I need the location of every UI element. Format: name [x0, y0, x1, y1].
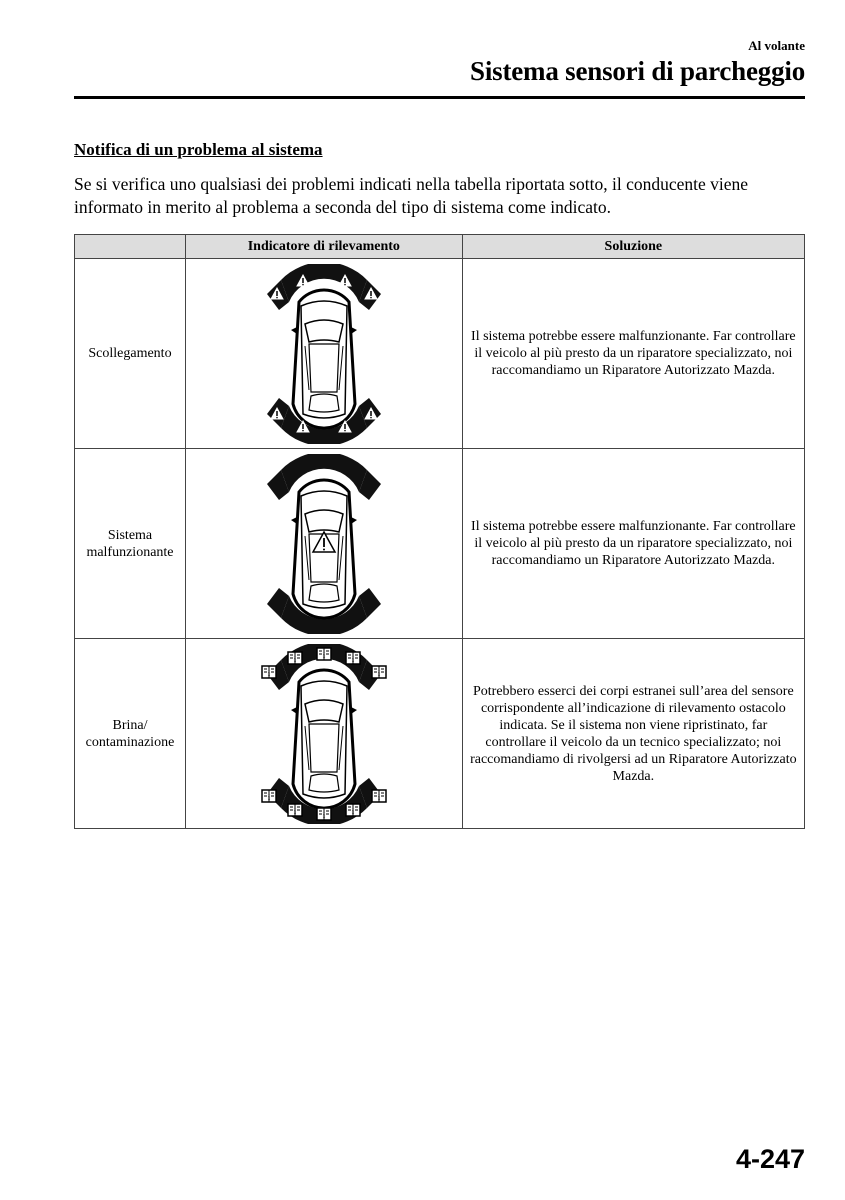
- solution-cell: Il sistema potrebbe essere malfunzionante. Far controllare il veicolo al più presto da un riparatore specializzato, noi raccomandiamo un Riparatore Autorizzato Mazda.: [462, 449, 804, 639]
- title-divider: [74, 96, 805, 99]
- condition-cell: Brina/ contaminazione: [75, 639, 186, 829]
- table-header-cell: Soluzione: [462, 235, 804, 259]
- indicator-cell: [185, 639, 462, 829]
- subheading: Notifica di un problema al sistema: [74, 140, 323, 159]
- table-row: [75, 449, 805, 639]
- section-label: Al volante: [748, 38, 805, 53]
- condition-cell: Scollegamento: [75, 259, 186, 449]
- table-header-cell: [75, 235, 186, 259]
- table-row: [75, 259, 805, 449]
- problem-table: [74, 234, 805, 829]
- car-sensor-manual-icon: [239, 644, 409, 824]
- solution-cell: Potrebbero esserci dei corpi estranei sull’area del sensore corrispondente all’indicazione di rilevamento ostacolo indicata. Se il sistema non viene ripristinato, far controllare il veicolo da un tecnico specializzato; noi raccomandiamo di rivolgersi ad un Riparatore Autorizzato Mazda.: [462, 639, 804, 829]
- table-header-cell: Indicatore di rilevamento: [185, 235, 462, 259]
- solution-cell: Il sistema potrebbe essere malfunzionante. Far controllare il veicolo al più presto da un riparatore specializzato, noi raccomandiamo un Riparatore Autorizzato Mazda.: [462, 259, 804, 449]
- page-number: 4-247: [735, 1144, 805, 1174]
- car-sensor-center-warning-icon: [239, 454, 409, 634]
- intro-paragraph: Se si verifica uno qualsiasi dei problemi indicati nella tabella riportata sotto, il conducente viene informato in merito al problema a seconda del tipo di sistema come indicato.: [74, 174, 749, 217]
- indicator-cell: [185, 259, 462, 449]
- car-sensor-warning-triangles-icon: [239, 264, 409, 444]
- indicator-cell: [185, 449, 462, 639]
- table-row: [75, 639, 805, 829]
- table-header-row: [75, 235, 805, 259]
- condition-cell: Sistema malfunzionante: [75, 449, 186, 639]
- page-title: Sistema sensori di parcheggio: [470, 56, 805, 86]
